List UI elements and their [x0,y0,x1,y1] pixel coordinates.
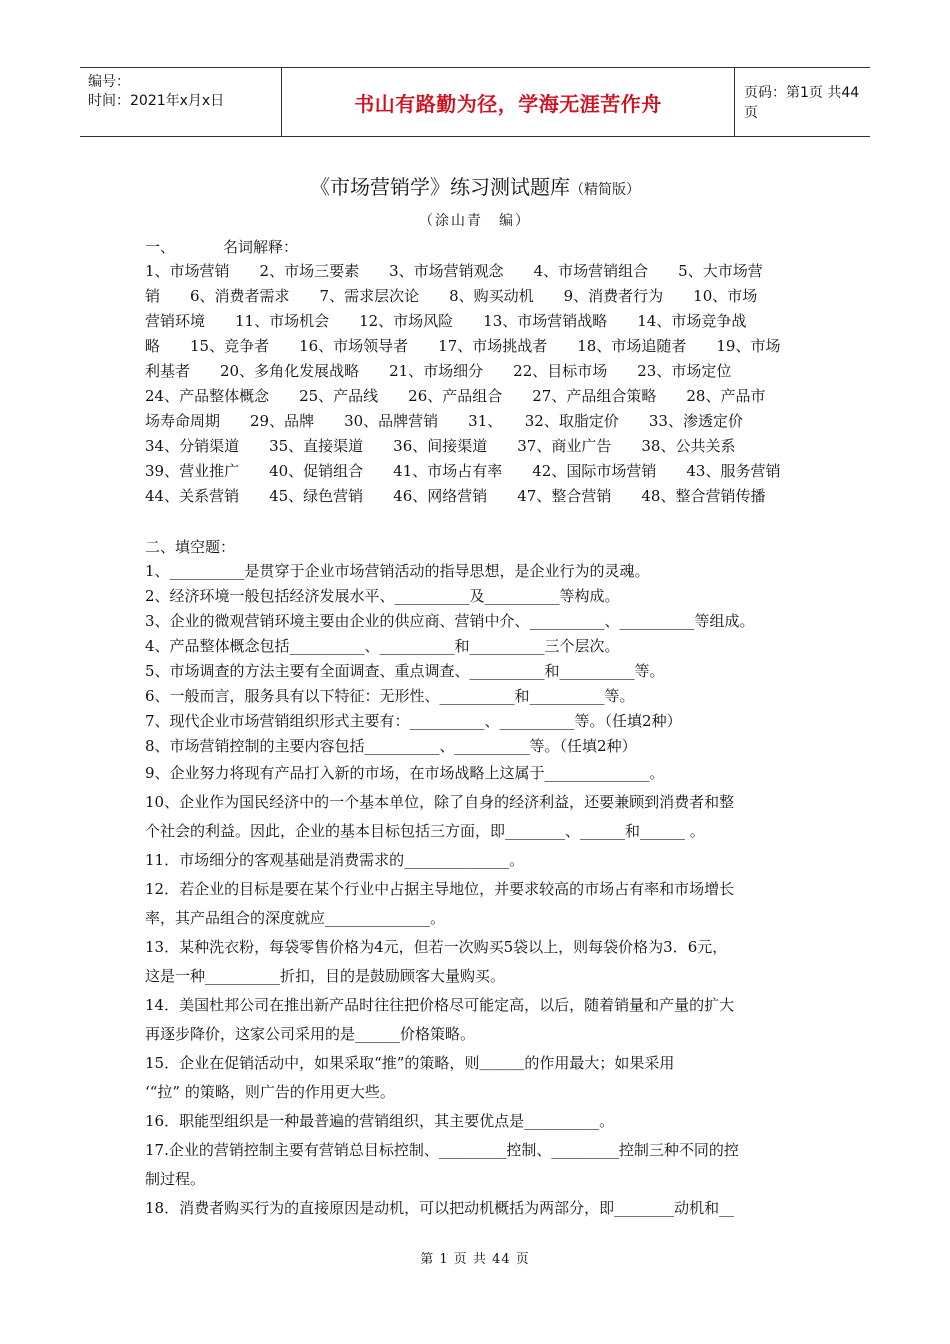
question-line: 15．企业在促销活动中，如果采取“推”的策略，则＿＿＿的作用最大；如果采用 [145,1054,675,1072]
header-meta [80,68,280,136]
terms-line: 44、关系营销 45、绿色营销 46、网络营销 47、整合营销 48、整合营销传播 [145,487,766,505]
header-motto: 书山有路勤为径，学海无涯苦作舟 [281,68,735,136]
question-line: ‘“拉” 的策略，则广告的作用更大些。 [145,1083,395,1101]
question-line: 个社会的利益。因此，企业的基本目标包括三方面，即________、______和______ 。 [145,822,705,840]
terms-line: 略 15、竞争者 16、市场领导者 17、市场挑战者 18、市场追随者 19、市场 [145,337,781,355]
terms-line: 销 6、消费者需求 7、需求层次论 8、购买动机 9、消费者行为 10、市场 [145,287,758,305]
question-line: 8、市场营销控制的主要内容包括__________、__________等。（任填2种） [145,737,637,755]
question-line: 12．若企业的目标是要在某个行业中占据主导地位，并要求较高的市场占有率和市场增长 [145,880,735,898]
terms-line: 营销环境 11、市场机会 12、市场风险 13、市场营销战略 14、市场竞争战 [145,312,747,330]
question-line: 7、现代企业市场营销组织形式主要有：__________、__________等。（任填2种） [145,712,682,730]
question-line: 13．某种洗衣粉，每袋零售价格为4元，但若一次购买5袋以上，则每袋价格为3．6元， [145,938,728,956]
section-1-number: 一、 [145,238,176,256]
section-1-title: 名词解释： [223,238,299,256]
author-line: （涂山青 编） [419,213,531,229]
terms-line: 24、产品整体概念 25、产品线 26、产品组合 27、产品组合策略 28、产品市 [145,387,766,405]
time-label: 时间：2021年x月x日 [88,93,225,109]
question-line: 再逐步降价，这家公司采用的是______价格策略。 [145,1025,476,1043]
section-1-heading [145,236,298,257]
question-line: 10、企业作为国民经济中的一个基本单位，除了自身的经济利益，还要兼顾到消费者和整 [145,793,735,811]
question-line: 制过程。 [145,1170,206,1188]
question-line: 11．市场细分的客观基础是消费需求的______________。 [145,851,525,869]
terms-list [145,259,809,509]
question-line: 2、经济环境一般包括经济发展水平、__________及__________等构成。 [145,587,620,605]
number-label: 编号： [88,74,130,90]
document-title [0,174,950,203]
terms-line: 场寿命周期 29、品牌 30、品牌营销 31、 32、取脂定价 33、渗透定价 [145,412,743,430]
question-line: 6、一般而言，服务具有以下特征：无形性、__________和__________等。 [145,687,635,705]
terms-line: 39、营业推广 40、促销组合 41、市场占有率 42、国际市场营销 43、服务营销 [145,462,781,480]
terms-line: 利基者 20、多角化发展战略 21、市场细分 22、目标市场 23、市场定位 [145,362,732,380]
terms-line: 1、市场营销 2、市场三要素 3、市场营销观念 4、市场营销组合 5、大市场营 [145,262,763,280]
question-line: 9、企业努力将现有产品打入新的市场，在市场战略上这属于______________。 [145,764,665,782]
title-main: 《市场营销学》练习测试题库 [310,175,570,199]
title-suffix: （精简版） [570,182,640,198]
question-line: 这是一种__________折扣，目的是鼓励顾客大量购买。 [145,967,506,985]
question-line: 4、产品整体概念包括__________、__________和__________三个层次。 [145,637,620,655]
question-line: 18．消费者购买行为的直接原因是动机，可以把动机概括为两部分，即________动机和__ [145,1199,735,1217]
page-header [80,67,870,137]
question-line: 16．职能型组织是一种最普遍的营销组织，其主要优点是__________。 [145,1112,615,1130]
header-page-info: 页码：第1页 共44页 [744,85,860,121]
question-line: 率，其产品组合的深度就应______________。 [145,909,446,927]
terms-line: 34、分销渠道 35、直接渠道 36、间接渠道 37、商业广告 38、公共关系 [145,437,736,455]
question-line: 3、企业的微观营销环境主要由企业的供应商、营销中介、__________、__________等组成。 [145,612,755,630]
fill-in-questions [145,559,813,1223]
page-footer: 第 1 页 共 44 页 [420,1252,530,1267]
question-line: 17.企业的营销控制主要有营销总目标控制、_________控制、_________控制三种不同的控 [145,1141,739,1159]
question-line: 14．美国杜邦公司在推出新产品时往往把价格尽可能定高，以后，随着销量和产量的扩大 [145,996,735,1014]
question-line: 5、市场调查的方法主要有全面调查、重点调查、__________和__________等。 [145,662,665,680]
question-line: 1、__________是贯穿于企业市场营销活动的指导思想，是企业行为的灵魂。 [145,562,650,580]
section-2-heading: 二、填空题： [145,538,236,556]
